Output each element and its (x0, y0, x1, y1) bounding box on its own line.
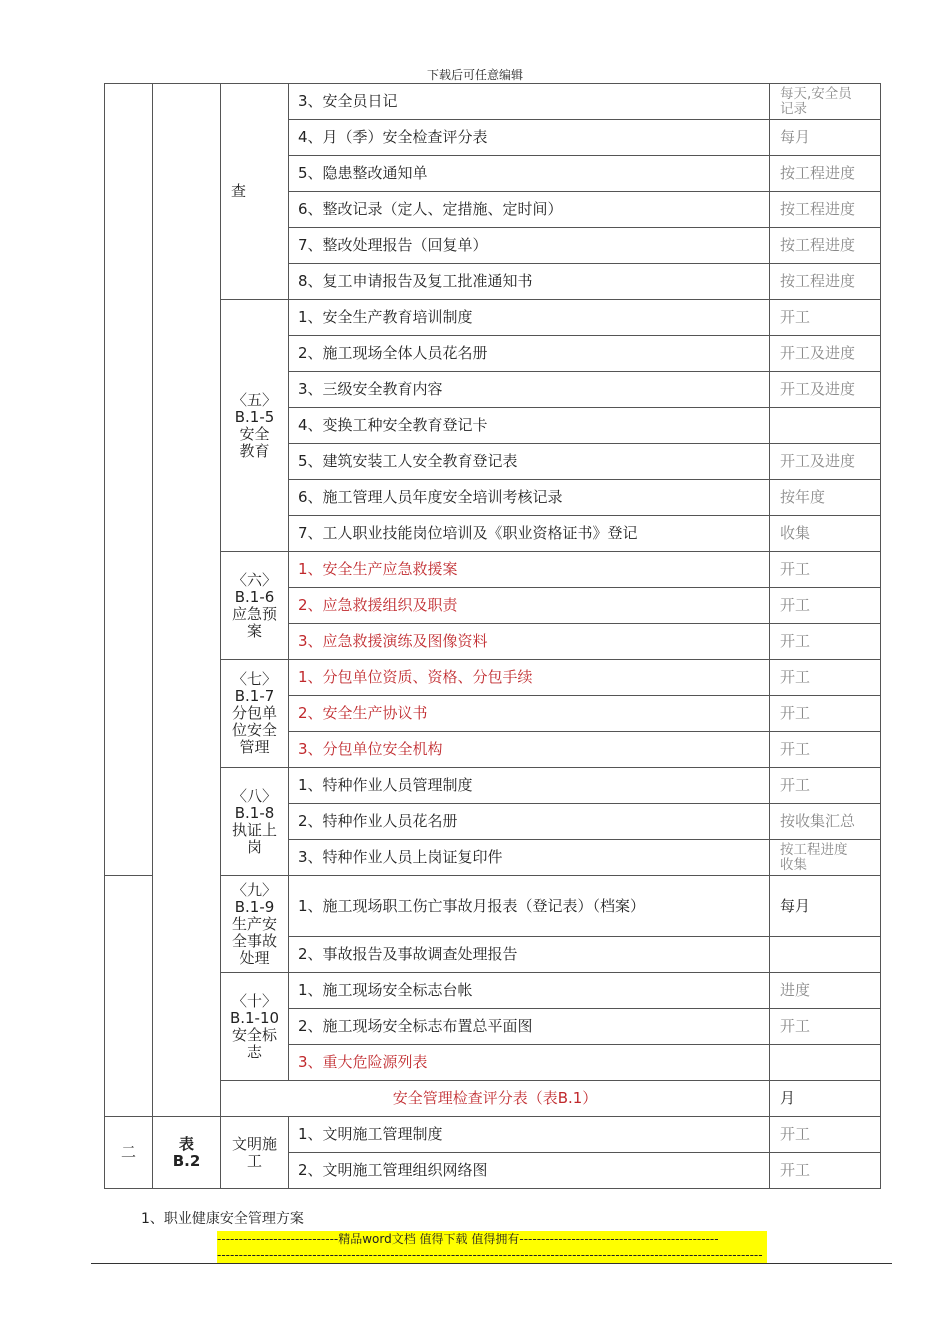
item-cell: 2、安全生产协议书 (289, 696, 770, 732)
note-cell: 开工 (770, 768, 881, 804)
item-cell: 2、应急救援组织及职责 (289, 588, 770, 624)
footer-line: 1、职业健康安全管理方案 (141, 1211, 304, 1227)
item-cell: 2、文明施工管理组织网络图 (289, 1153, 770, 1189)
summary-label: 安全管理检查评分表（表B.1） (221, 1081, 770, 1117)
item-cell: 3、应急救援演练及图像资料 (289, 624, 770, 660)
item-cell: 1、特种作业人员管理制度 (289, 768, 770, 804)
section-label: 〈五〉 B.1-5 安全 教育 (221, 300, 289, 552)
table-row (105, 1117, 881, 1153)
table-label: 表 B.2 (153, 1117, 221, 1189)
section-label: 查 (221, 84, 289, 300)
item-cell: 5、隐患整改通知单 (289, 156, 770, 192)
item-cell: 1、施工现场安全标志台帐 (289, 973, 770, 1009)
note-cell: 按年度 (770, 480, 881, 516)
note-cell: 每月 (770, 876, 881, 937)
note-cell: 开工 (770, 1117, 881, 1153)
note-cell: 收集 (770, 516, 881, 552)
note-cell: 开工 (770, 624, 881, 660)
note-cell: 开工 (770, 1153, 881, 1189)
note-cell: 按收集汇总 (770, 804, 881, 840)
item-cell: 1、施工现场职工伤亡事故月报表（登记表）（档案） (289, 876, 770, 937)
item-cell: 2、施工现场全体人员花名册 (289, 336, 770, 372)
note-cell: 按工程进度 收集 (770, 840, 881, 876)
section-label: 〈八〉 B.1-8 执证上 岗 (221, 768, 289, 876)
note-cell (770, 408, 881, 444)
note-cell: 每天,安全员 记录 (770, 84, 881, 120)
item-cell: 3、三级安全教育内容 (289, 372, 770, 408)
note-cell: 按工程进度 (770, 192, 881, 228)
section-label: 文明施 工 (221, 1117, 289, 1189)
item-cell: 3、分包单位安全机构 (289, 732, 770, 768)
item-cell: 6、整改记录（定人、定措施、定时间） (289, 192, 770, 228)
section-label: 〈七〉 B.1-7 分包单 位安全 管理 (221, 660, 289, 768)
table-row (105, 973, 881, 1009)
note-cell: 按工程进度 (770, 156, 881, 192)
item-cell: 4、月（季）安全检查评分表 (289, 120, 770, 156)
note-cell: 开工 (770, 732, 881, 768)
item-cell: 4、变换工种安全教育登记卡 (289, 408, 770, 444)
part-number-cell (105, 84, 153, 876)
section-label: 〈十〉 B.1-10 安全标 志 (221, 973, 289, 1081)
note-cell: 开工 (770, 588, 881, 624)
table-row (105, 876, 881, 937)
note-cell: 开工及进度 (770, 372, 881, 408)
table-row (105, 660, 881, 696)
item-cell: 1、分包单位资质、资格、分包手续 (289, 660, 770, 696)
document-table (104, 83, 881, 1189)
item-cell: 3、特种作业人员上岗证复印件 (289, 840, 770, 876)
item-cell: 1、安全生产教育培训制度 (289, 300, 770, 336)
note-cell: 开工 (770, 300, 881, 336)
summary-note: 月 (770, 1081, 881, 1117)
header-note: 下载后可任意编辑 (426, 68, 523, 82)
note-cell (770, 937, 881, 973)
table-row (105, 84, 881, 120)
section-label: 〈九〉 B.1-9 生产安 全事故 处理 (221, 876, 289, 973)
part-number: 二 (105, 1117, 153, 1189)
item-cell: 2、特种作业人员花名册 (289, 804, 770, 840)
item-cell: 3、安全员日记 (289, 84, 770, 120)
item-cell: 1、文明施工管理制度 (289, 1117, 770, 1153)
note-cell: 开工 (770, 696, 881, 732)
table-label-cell (153, 84, 221, 1117)
item-cell: 7、整改处理报告（回复单） (289, 228, 770, 264)
table-row (105, 1081, 881, 1117)
table-row (105, 552, 881, 588)
note-cell: 按工程进度 (770, 264, 881, 300)
bottom-rule (91, 1263, 892, 1264)
item-cell: 8、复工申请报告及复工批准通知书 (289, 264, 770, 300)
part-number-cell (105, 876, 153, 1117)
note-cell: 每月 (770, 120, 881, 156)
item-cell: 3、重大危险源列表 (289, 1045, 770, 1081)
item-cell: 2、施工现场安全标志布置总平面图 (289, 1009, 770, 1045)
note-cell: 开工 (770, 552, 881, 588)
note-cell: 开工及进度 (770, 444, 881, 480)
item-cell: 6、施工管理人员年度安全培训考核记录 (289, 480, 770, 516)
item-cell: 1、安全生产应急救援案 (289, 552, 770, 588)
note-cell: 进度 (770, 973, 881, 1009)
promo-banner-line1: ----------------------------精品word文档 值得下载 值得拥有---------------------------------------------- (217, 1231, 767, 1247)
note-cell: 开工及进度 (770, 336, 881, 372)
table-row (105, 300, 881, 336)
item-cell: 5、建筑安装工人安全教育登记表 (289, 444, 770, 480)
item-cell: 7、工人职业技能岗位培训及《职业资格证书》登记 (289, 516, 770, 552)
note-cell (770, 1045, 881, 1081)
table-row (105, 768, 881, 804)
section-label: 〈六〉 B.1-6 应急预 案 (221, 552, 289, 660)
note-cell: 开工 (770, 1009, 881, 1045)
item-cell: 2、事故报告及事故调查处理报告 (289, 937, 770, 973)
note-cell: 开工 (770, 660, 881, 696)
note-cell: 按工程进度 (770, 228, 881, 264)
promo-banner-line2: ------------------------------------------------------------------------------------------------------------------------------ (217, 1247, 767, 1263)
